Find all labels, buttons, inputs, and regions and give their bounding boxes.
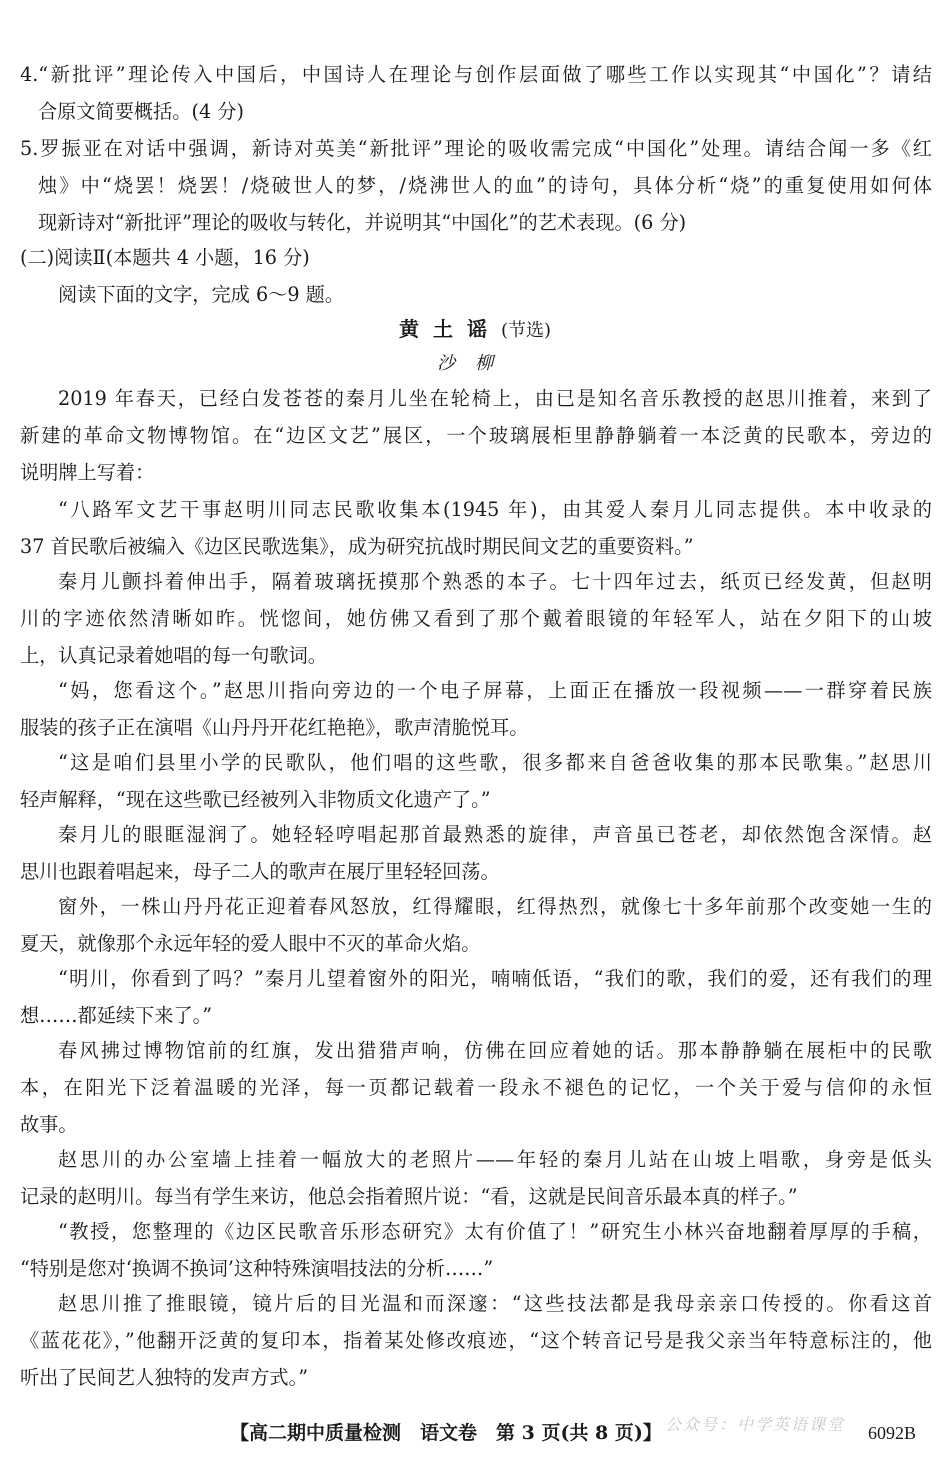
article-line: 新建的革命文物博物馆。在“边区文艺”展区，一个玻璃展柜里静静躺着一本泛黄的民歌本，旁边的 [20, 424, 932, 447]
question-4-line-2: 合原文简要概括。(4 分) [38, 100, 244, 123]
article-line: “教授，您整理的《边区民歌音乐形态研究》太有价值了！”研究生小林兴奋地翻着厚厚的手稿， [58, 1220, 932, 1243]
paper-code: 6092B [868, 1423, 917, 1443]
section-instruction: 阅读下面的文字，完成 6～9 题。 [58, 283, 345, 306]
article-title-note: (节选) [500, 320, 552, 341]
article-line: 服装的孩子正在演唱《山丹丹开花红艳艳》，歌声清脆悦耳。 [20, 716, 529, 739]
question-4-line-1: 4.“新批评”理论传入中国后，中国诗人在理论与创作层面做了哪些工作以实现其“中国化”？请结 [20, 63, 932, 86]
article-line: 故事。 [20, 1113, 78, 1136]
page-footer: 【高二期中质量检测 语文卷 第 3 页(共 8 页)】 [230, 1422, 662, 1444]
watermark: 公众号：中学英语课堂 [665, 1415, 846, 1434]
question-5-line-3: 现新诗对“新批评”理论的吸收与转化，并说明其“中国化”的艺术表现。(6 分) [38, 211, 687, 234]
article-line: “妈，您看这个。”赵思川指向旁边的一个电子屏幕，上面正在播放一段视频——一群穿着民族 [58, 679, 932, 702]
article-line: 春风拂过博物馆前的红旗，发出猎猎声响，仿佛在回应着她的话。那本静静躺在展柜中的民歌 [58, 1039, 932, 1062]
article-line: 说明牌上写着： [20, 461, 155, 484]
article-author: 沙柳 [437, 353, 513, 374]
article-line: 37 首民歌后被编入《边区民歌选集》，成为研究抗战时期民间文艺的重要资料。” [20, 535, 694, 558]
article-line: 想……都延续下来了。” [20, 1004, 213, 1027]
article-title-text: 黄土谣 [398, 317, 501, 341]
article-line: 思川也跟着唱起来，母子二人的歌声在展厅里轻轻回荡。 [20, 860, 500, 883]
article-line: 记录的赵明川。每当有学生来访，他总会指着照片说：“看，这就是民间音乐最本真的样子。” [20, 1185, 798, 1208]
article-line: “八路军文艺干事赵明川同志民歌收集本(1945 年)，由其爱人秦月儿同志提供。本中收录的 [58, 498, 932, 521]
question-5-line-2: 烛》中“烧罢！烧罢！/烧破世人的梦，/烧沸世人的血”的诗句，具体分析“烧”的重复使用如何体 [38, 174, 932, 197]
article-line: “明川，你看到了吗？”秦月儿望着窗外的阳光，喃喃低语，“我们的歌，我们的爱，还有我们的理 [58, 967, 932, 990]
article-line: 川的字迹依然清晰如昨。恍惚间，她仿佛又看到了那个戴着眼镜的年轻军人，站在夕阳下的山坡 [20, 607, 932, 630]
article-line: “特别是您对‘换调不换词’这种特殊演唱技法的分析……” [20, 1257, 494, 1280]
article-line: 《蓝花花》，”他翻开泛黄的复印本，指着某处修改痕迹，“这个转音记号是我父亲当年特意标注的，他 [20, 1329, 932, 1352]
article-line: 赵思川的办公室墙上挂着一幅放大的老照片——年轻的秦月儿站在山坡上唱歌，身旁是低头 [58, 1148, 932, 1171]
article-line: 窗外，一株山丹丹花正迎着春风怒放，红得耀眼，红得热烈，就像七十多年前那个改变她一生的 [58, 895, 932, 918]
article-line: 上，认真记录着她唱的每一句歌词。 [20, 644, 327, 667]
article-line: 夏天，就像那个永远年轻的爱人眼中不灭的革命火焰。 [20, 932, 481, 955]
article-line: 赵思川推了推眼镜，镜片后的目光温和而深邃：“这些技法都是我母亲亲口传授的。你看这首 [58, 1292, 932, 1315]
article-title [0, 311, 950, 348]
article-line: 2019 年春天，已经白发苍苍的秦月儿坐在轮椅上，由已是知名音乐教授的赵思川推着，来到了 [58, 387, 932, 410]
article-line: 听出了民间艺人独特的发声方式。” [20, 1366, 309, 1389]
article-line: “这是咱们县里小学的民歌队，他们唱的这些歌，很多都来自爸爸收集的那本民歌集。”赵思川 [58, 751, 932, 774]
article-line: 秦月儿的眼眶湿润了。她轻轻哼唱起那首最熟悉的旋律，声音虽已苍老，却依然饱含深情。赵 [58, 823, 932, 846]
article-line: 秦月儿颤抖着伸出手，隔着玻璃抚摸那个熟悉的本子。七十四年过去，纸页已经发黄，但赵明 [58, 570, 932, 593]
section-heading: (二)阅读Ⅱ(本题共 4 小题，16 分) [20, 246, 310, 269]
article-line: 轻声解释，“现在这些歌已经被列入非物质文化遗产了。” [20, 788, 491, 811]
article-line: 本，在阳光下泛着温暖的光泽，每一页都记载着一段永不褪色的记忆，一个关于爱与信仰的永恒 [20, 1076, 932, 1099]
question-5-line-1: 5.罗振亚在对话中强调，新诗对英美“新批评”理论的吸收需完成“中国化”处理。请结合闻一多《红 [20, 137, 932, 160]
